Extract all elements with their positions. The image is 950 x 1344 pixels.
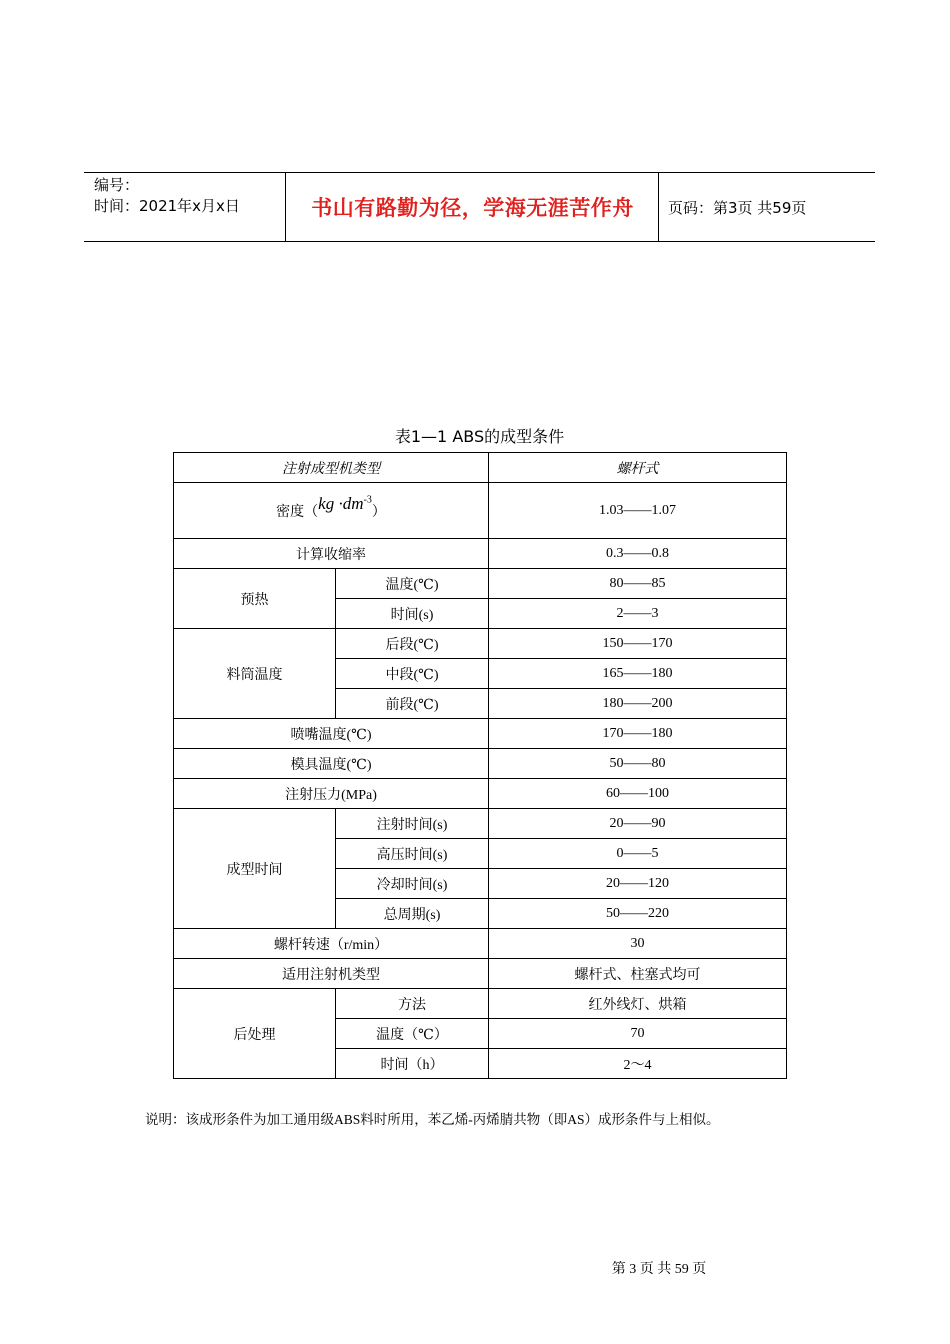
table-cell-label: 前段(℃) <box>336 689 489 719</box>
table-cell-value: 20——90 <box>489 809 787 839</box>
table-row <box>174 809 787 839</box>
table-group-label: 料筒温度 <box>174 629 336 719</box>
table-row <box>174 749 787 779</box>
table-cell-value: 0——5 <box>489 839 787 869</box>
density-label-prefix: 密度（ <box>276 504 319 520</box>
table-cell-label: 适用注射机类型 <box>174 959 489 989</box>
table-row <box>174 483 787 539</box>
table-cell-label: 温度（℃） <box>336 1019 489 1049</box>
table-cell-value: 2——3 <box>489 599 787 629</box>
table-cell-value: 螺杆式、柱塞式均可 <box>489 959 787 989</box>
abs-molding-conditions-table <box>173 452 787 1079</box>
table-group-label: 预热 <box>174 569 336 629</box>
table-cell-value: 红外线灯、烘箱 <box>489 989 787 1019</box>
density-unit-text: kg ·dm <box>318 493 364 513</box>
table-header-cell: 注射成型机类型 <box>174 453 489 483</box>
table-cell-label: 注射时间(s) <box>336 809 489 839</box>
header-page-number: 页码：第3页 共59页 <box>668 199 807 217</box>
table-cell-label: 温度(℃) <box>336 569 489 599</box>
table-cell-value: 30 <box>489 929 787 959</box>
header-motto: 书山有路勤为径，学海无涯苦作舟 <box>311 196 634 220</box>
table-cell-value: 60——100 <box>489 779 787 809</box>
table-cell-label: 高压时间(s) <box>336 839 489 869</box>
table-row <box>174 959 787 989</box>
table-note: 说明：该成形条件为加工通用级ABS料时所用，苯乙烯-丙烯腈共物（即AS）成形条件与上相似。 <box>145 1112 720 1127</box>
density-unit-exponent: -3 <box>363 493 372 505</box>
table-row <box>174 569 787 599</box>
header-meta <box>94 175 240 217</box>
table-cell-label: 喷嘴温度(℃) <box>174 719 489 749</box>
table-row <box>174 539 787 569</box>
table-cell-value: 2～4 <box>489 1049 787 1079</box>
document-number-label: 编号： <box>94 176 140 194</box>
table-cell-label: 方法 <box>336 989 489 1019</box>
table-cell-value: 165——180 <box>489 659 787 689</box>
table-group-label: 成型时间 <box>174 809 336 929</box>
table-header-row <box>174 453 787 483</box>
page-footer: 第 3 页 共 59 页 <box>611 1262 707 1277</box>
table-row <box>174 629 787 659</box>
table-cell-label: 总周期(s) <box>336 899 489 929</box>
table-group-label: 后处理 <box>174 989 336 1079</box>
table-cell-value: 70 <box>489 1019 787 1049</box>
density-label-cell <box>174 483 489 539</box>
document-date-label: 时间：2021年x月x日 <box>94 197 240 215</box>
table-cell-value: 50——220 <box>489 899 787 929</box>
table-row <box>174 719 787 749</box>
table-cell-value: 1.03——1.07 <box>489 483 787 539</box>
density-unit-formula <box>318 494 372 513</box>
table-cell-value: 0.3——0.8 <box>489 539 787 569</box>
table-cell-value: 20——120 <box>489 869 787 899</box>
table-cell-value: 180——200 <box>489 689 787 719</box>
table-cell-value: 170——180 <box>489 719 787 749</box>
table-cell-label: 冷却时间(s) <box>336 869 489 899</box>
table-row <box>174 929 787 959</box>
table-cell-label: 计算收缩率 <box>174 539 489 569</box>
table-cell-label: 中段(℃) <box>336 659 489 689</box>
table-cell-value: 80——85 <box>489 569 787 599</box>
table-cell-value: 50——80 <box>489 749 787 779</box>
header-divider <box>658 173 659 241</box>
table-row <box>174 989 787 1019</box>
table-cell-value: 150——170 <box>489 629 787 659</box>
table-cell-label: 后段(℃) <box>336 629 489 659</box>
table-row <box>174 779 787 809</box>
table-cell-label: 螺杆转速（r/min） <box>174 929 489 959</box>
table-header-cell: 螺杆式 <box>489 453 787 483</box>
table-cell-label: 注射压力(MPa) <box>174 779 489 809</box>
table-cell-label: 时间（h） <box>336 1049 489 1079</box>
table-cell-label: 模具温度(℃) <box>174 749 489 779</box>
density-label-suffix: ） <box>371 504 386 520</box>
page-header <box>84 172 875 242</box>
table-caption: 表1—1 ABS的成型条件 <box>394 427 565 446</box>
table-cell-label: 时间(s) <box>336 599 489 629</box>
